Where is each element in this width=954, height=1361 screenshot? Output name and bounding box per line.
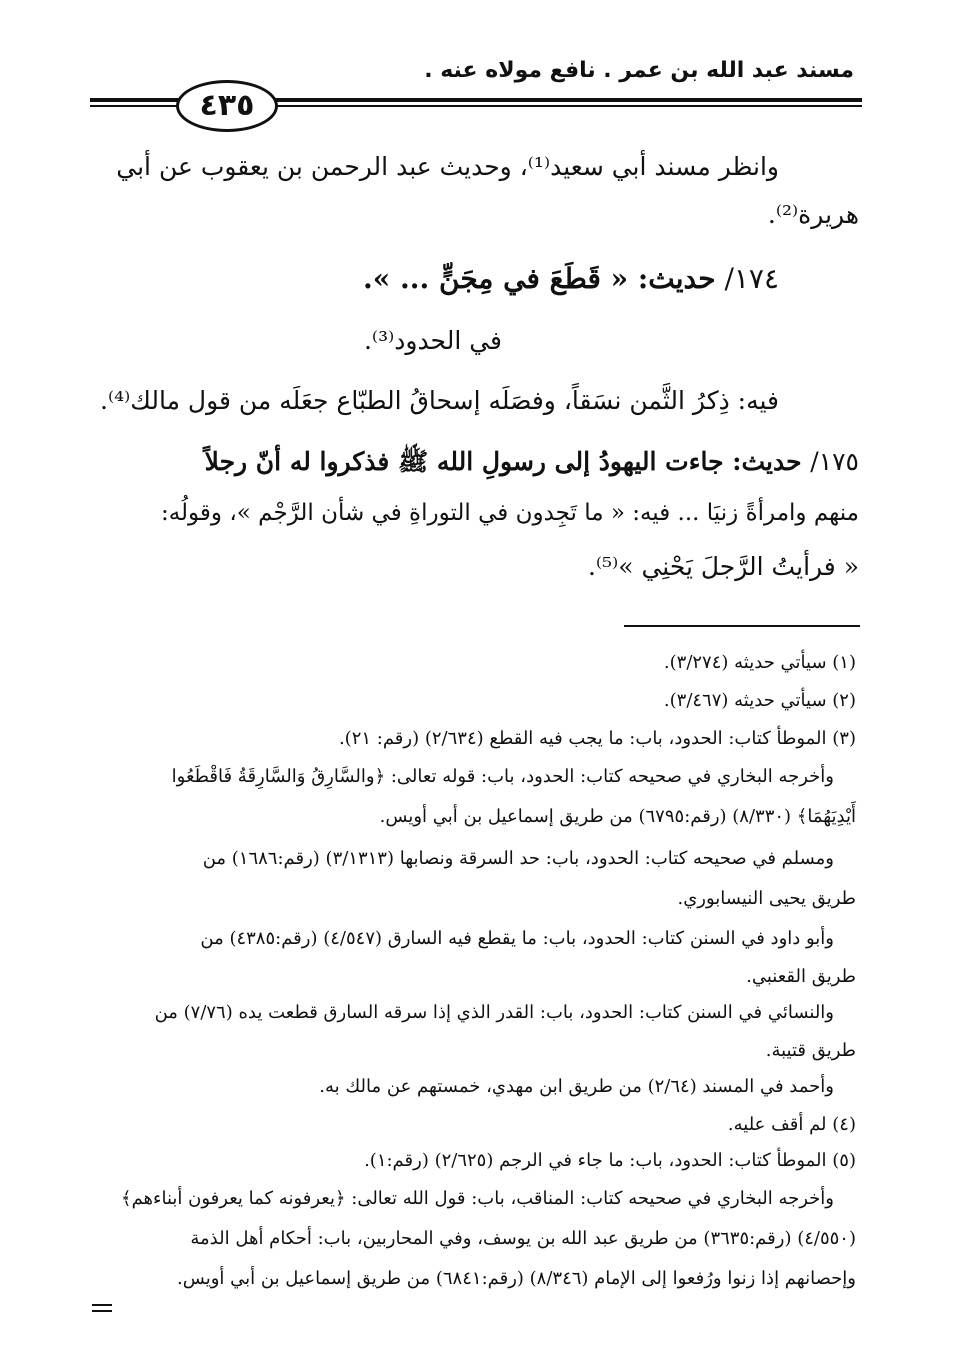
footnote-3-line-4: ومسلم في صحيحه كتاب: الحدود، باب: حد السرقة ونصابها (٣/١٣١٣) (رقم:١٦٨٦) من [202,848,834,869]
footnote-2: (٢) سيأتي حديثه (٣/٤٦٧). [663,690,856,711]
footnote-3-line-5: طريق يحيى النيسابوري. [677,888,856,909]
footnote-5: (٥) الموطأ كتاب: الحدود، باب: ما جاء في الرجم (٢/٦٢٥) (رقم:١). [364,1150,856,1171]
page-number: ٤٣٥ [176,80,278,132]
page-header [90,52,862,122]
hadith-175-text-line-1: حديث: جاءت اليهودُ إلى رسولِ الله ﷺ فذكروا له أنّ رجلاً [204,447,802,476]
footnote-separator [624,625,860,627]
footnote-5-line-3: (٤/٥٥٠) (رقم:٣٦٣٥) من طريق عبد الله بن يوسف، وفي المحاربين، باب: أحكام أهل الذمة [190,1228,856,1249]
footnote-5-line-2: وأخرجه البخاري في صحيحه كتاب: المناقب، باب: قول الله تعالى: ﴿يعرفونه كما يعرفون أبناءهم﴾ [121,1188,834,1209]
text-line-1: وانظر مسند أبي سعيد⁽¹⁾، وحديث عبد الرحمن بن يعقوب عن أبي [116,152,779,181]
footnote-3-line-6: وأبو داود في السنن كتاب: الحدود، باب: ما يقطع فيه السارق (٤/٥٤٧) (رقم:٤٣٨٥) من [200,928,834,949]
footnote-3: (٣) الموطأ كتاب: الحدود، باب: ما يجب فيه القطع (٢/٦٣٤) (رقم: ٢١). [338,728,856,749]
hadith-175-number: ١٧٥/ [810,447,859,476]
footnote-3-line-10: وأحمد في المسند (٢/٦٤) من طريق ابن مهدي، خمستهم عن مالك به. [319,1076,834,1097]
hadith-175-text-line-3: « فرأيتُ الرَّجلَ يَحْنِي »⁽⁵⁾. [587,552,859,581]
hadith-174-number: ١٧٤/ [724,262,779,295]
footnote-5-line-4: وإحصانهم إذا زنوا ورُفعوا إلى الإمام (٨/٣٤٦) (رقم:٦٨٤١) من طريق إسماعيل بن أبي أويس. [177,1268,856,1289]
footnote-1: (١) سيأتي حديثه (٣/٢٧٤). [663,652,856,673]
text-line-2: هريرة⁽²⁾. [767,200,859,229]
footnote-3-line-2: وأخرجه البخاري في صحيحه كتاب: الحدود، باب: قوله تعالى: ﴿والسَّارِقُ وَالسَّارِقَةُ فَاقْطَعُوا [171,766,834,787]
hadith-175-text-line-2: منهم وامرأةً زنيَا ... فيه: « ما تَجِدون في التوراةِ في شأن الرَّجْم »، وقولُه: [160,500,859,526]
hadith-175-heading [205,446,859,483]
chapter-reference: في الحدود⁽³⁾. [363,326,502,355]
hadith-174-text: حديث: « قَطَعَ في مِجَنٍّ ... ». [363,262,716,295]
footnote-3-line-3: أَيْدِيَهُمَا﴾ (٨/٣٣٠) (رقم:٦٧٩٥) من طريق إسماعيل بن أبي أويس. [379,806,856,827]
fiqh-note-line: فيه: ذِكرُ الثَّمن نسَقاً، وفصَلَه إسحاقُ الطبّاع جعَلَه من قول مالك⁽⁴⁾. [100,386,779,415]
footnote-4: (٤) لم أقف عليه. [727,1114,856,1135]
footnote-3-line-8: والنسائي في السنن كتاب: الحدود، باب: القدر الذي إذا سرقه السارق قطعت يده (٧/٧٦) من [154,1002,834,1023]
footnote-3-line-7: طريق القعنبي. [746,966,856,987]
continuation-mark [92,1304,112,1316]
footnote-3-line-9: طريق قتيبة. [765,1040,856,1061]
hadith-174-heading [363,262,779,295]
running-title: مسند عبد الله بن عمر . نافع مولاه عنه . [424,58,854,83]
